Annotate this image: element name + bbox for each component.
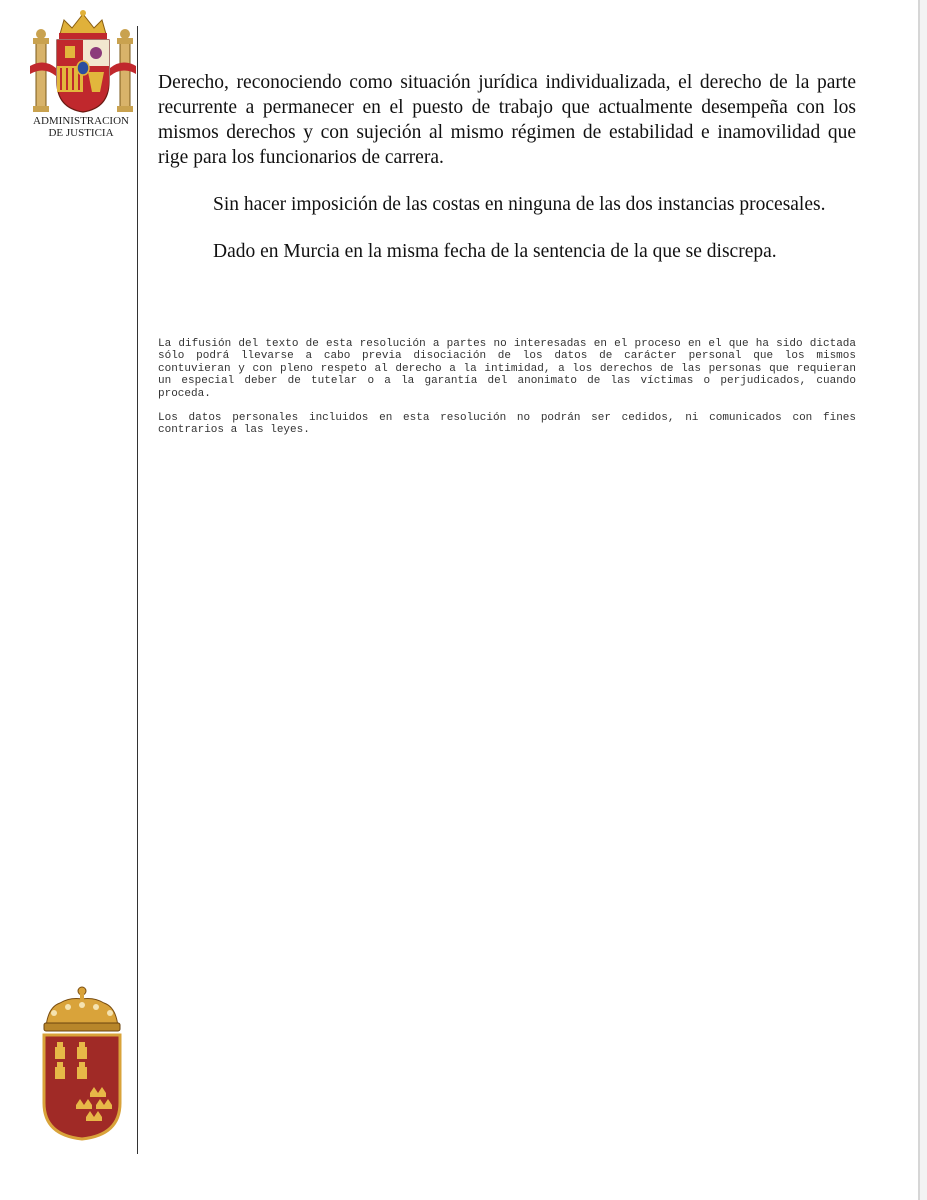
institution-caption (22, 115, 140, 139)
institution-caption-line2: DE JUSTICIA (48, 127, 114, 139)
body-paragraph: Derecho, reconociendo como situación jurídica individualizada, el derecho de la parte recurrente a permanecer en el puesto de trabajo que actualmente desempeña con los mismos derechos y con sujeción al mismo régimen de estabilidad e inamovilidad que rige para los funcionarios de carrera. (158, 72, 856, 168)
spain-coat-of-arms-icon (30, 8, 136, 116)
page-edge (918, 0, 920, 1200)
institution-caption-line1: ADMINISTRACION (33, 115, 129, 127)
body-paragraph: Sin hacer imposición de las costas en ninguna de las dos instancias procesales. (213, 194, 826, 215)
notice-paragraph: La difusión del texto de esta resolución a partes no interesadas en el proceso en el que ha sido dictada sólo podrá llevarse a cabo previa disociación de los datos de carácter personal que los mismos contuvieran y con pleno respeto al derecho a la intimidad, a los derechos de las personas que requieran un especial deber de tutelar o a la garantía del anonimato de las víctimas o perjudicados, cuando proceda. (158, 338, 856, 400)
murcia-coat-of-arms-icon (40, 985, 124, 1141)
notice-paragraph: Los datos personales incluidos en esta resolución no podrán ser cedidos, ni comunicados con fines contrarios a las leyes. (158, 412, 856, 437)
data-protection-notice (158, 338, 856, 437)
margin-rule (137, 26, 138, 1154)
body-paragraph: Dado en Murcia en la misma fecha de la sentencia de la que se discrepa. (213, 241, 777, 262)
resolution-body (158, 70, 856, 264)
